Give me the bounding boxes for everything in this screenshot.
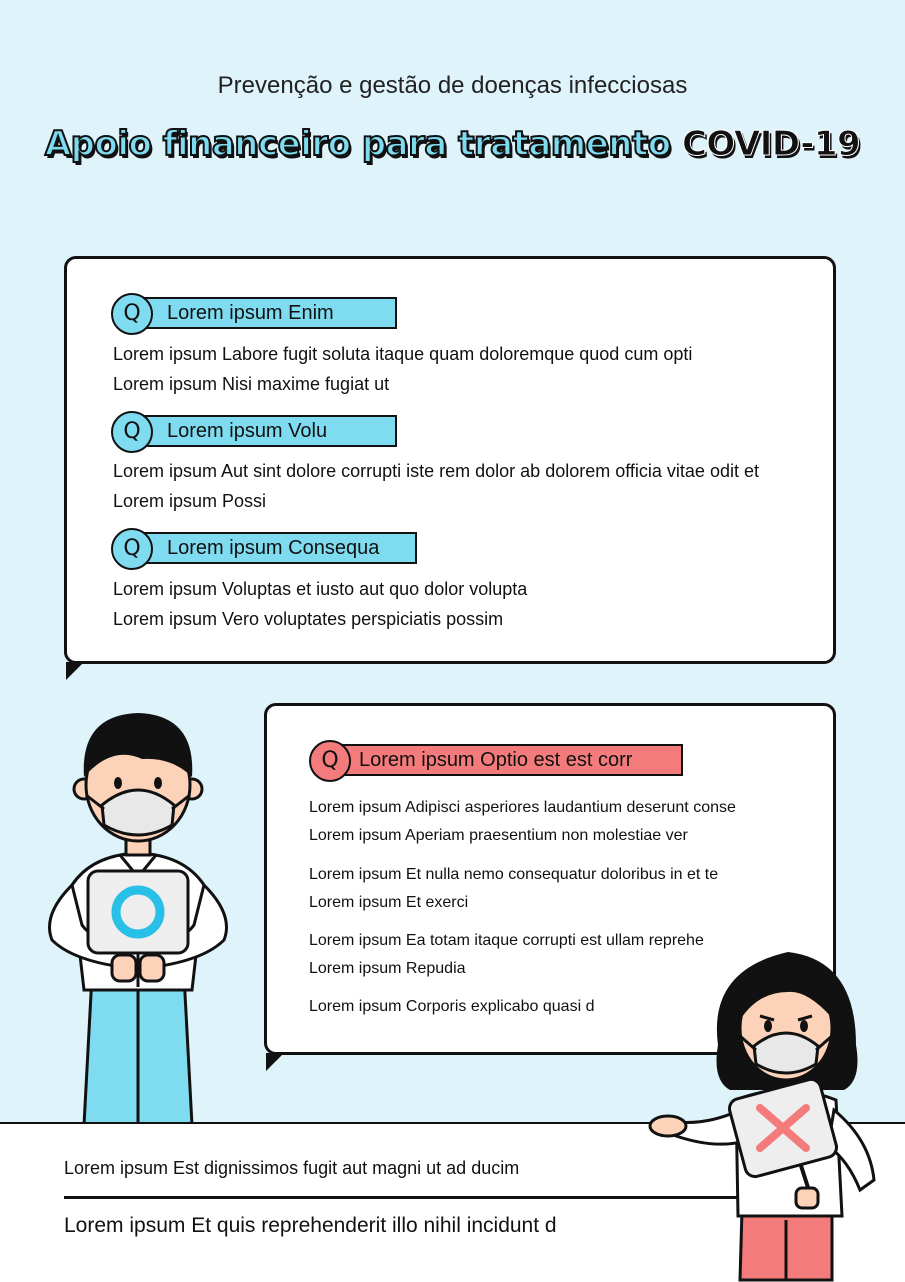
q-badge-icon: Q bbox=[111, 411, 153, 453]
answer-line: Lorem ipsum Adipisci asperiores laudantium deserunt conse bbox=[309, 799, 736, 816]
answer-line: Lorem ipsum Repudia bbox=[309, 960, 466, 977]
q-badge-icon: Q bbox=[111, 528, 153, 570]
answer-line: Lorem ipsum Nisi maxime fugiat ut bbox=[113, 374, 390, 394]
faq-answer-pink-4 bbox=[309, 993, 594, 1021]
page-title bbox=[0, 124, 905, 164]
answer-line: Lorem ipsum Et nulla nemo consequatur doloribus in et te bbox=[309, 866, 719, 883]
speech-tail-pink bbox=[266, 1053, 284, 1071]
answer-line: Lorem ipsum Aperiam praesentium non molestiae ver bbox=[309, 827, 688, 844]
faq-answer-pink-3 bbox=[309, 927, 704, 983]
woman-with-mask-icon bbox=[648, 950, 888, 1280]
answer-line: Lorem ipsum Aut sint dolore corrupti iste rem dolor ab dolorem officia vitae odit et bbox=[113, 461, 759, 481]
question-label: Lorem ipsum Consequa bbox=[135, 532, 417, 564]
faq-answer-pink-1 bbox=[309, 794, 736, 850]
answer-line: Lorem ipsum Ea totam itaque corrupti est ullam reprehe bbox=[309, 932, 704, 949]
faq-answer-3 bbox=[113, 574, 527, 634]
faq-answer-1 bbox=[113, 339, 692, 399]
answer-line: Lorem ipsum Vero voluptates perspiciatis possim bbox=[113, 609, 504, 629]
answer-line: Lorem ipsum Possi bbox=[113, 491, 267, 511]
faq-answer-2 bbox=[113, 456, 759, 516]
faq-answer-pink-2 bbox=[309, 861, 718, 917]
title-part-main: Apoio financeiro para tratamento bbox=[44, 124, 671, 164]
speech-tail-blue bbox=[66, 662, 84, 680]
q-badge-icon: Q bbox=[309, 740, 351, 782]
footer-line-1: Lorem ipsum Est dignissimos fugit aut magni ut ad ducim bbox=[64, 1158, 520, 1178]
footer-divider bbox=[64, 1196, 744, 1199]
page-subtitle: Prevenção e gestão de doenças infecciosas bbox=[217, 72, 688, 99]
question-label: Lorem ipsum Enim bbox=[135, 297, 397, 329]
answer-line: Lorem ipsum Labore fugit soluta itaque quam doloremque quod cum opti bbox=[113, 344, 693, 364]
answer-line: Lorem ipsum Corporis explicabo quasi d bbox=[309, 998, 595, 1015]
answer-line: Lorem ipsum Et exerci bbox=[309, 894, 469, 911]
title-part-highlight: COVID-19 bbox=[681, 124, 861, 164]
question-label: Lorem ipsum Volu bbox=[135, 415, 397, 447]
man-with-mask-icon bbox=[32, 705, 252, 1125]
footer-line-2: Lorem ipsum Et quis reprehenderit illo nihil incidunt d bbox=[64, 1214, 557, 1237]
answer-line: Lorem ipsum Voluptas et iusto aut quo dolor volupta bbox=[113, 579, 528, 599]
q-badge-icon: Q bbox=[111, 293, 153, 335]
question-label: Lorem ipsum Optio est est corr bbox=[333, 744, 683, 776]
faq-card-blue bbox=[64, 256, 836, 664]
